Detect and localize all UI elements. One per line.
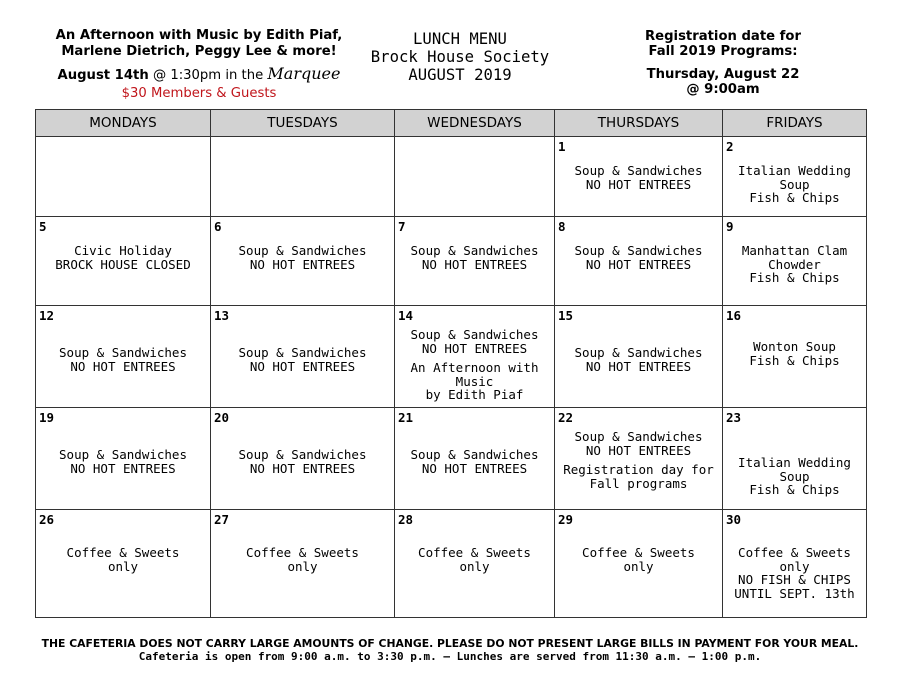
calendar-day-cell xyxy=(723,306,867,408)
menu-entry xyxy=(725,546,864,600)
menu-item-text: Coffee & Sweets only xyxy=(418,545,531,574)
menu-item-text: Soup & Sandwiches NO HOT ENTREES xyxy=(410,447,539,476)
calendar-week-row xyxy=(36,510,867,618)
calendar-day-cell xyxy=(555,510,723,618)
calendar-day-cell xyxy=(36,408,211,510)
day-number: 20 xyxy=(214,410,230,425)
day-number: 29 xyxy=(558,512,574,527)
menu-entry xyxy=(38,546,208,573)
menu-title: LUNCH MENU xyxy=(413,30,507,48)
calendar-day-cell xyxy=(211,408,395,510)
event-title-line2: Marlene Dietrich, Peggy Lee & more! xyxy=(61,44,337,59)
day-number: 2 xyxy=(726,139,734,154)
calendar-day-cell xyxy=(395,510,555,618)
calendar-day-cell xyxy=(555,306,723,408)
calendar-day-cell xyxy=(36,137,211,217)
menu-entry xyxy=(38,244,208,271)
menu-entry xyxy=(38,448,208,475)
menu-item-text: An Afternoon with Music by Edith Piaf xyxy=(410,360,539,402)
menu-entry xyxy=(725,456,864,497)
registration-date: Thursday, August 22 xyxy=(646,67,800,82)
calendar-day-cell xyxy=(395,306,555,408)
menu-item-text: Soup & Sandwiches NO HOT ENTREES xyxy=(238,345,367,374)
calendar-day-cell xyxy=(395,217,555,306)
calendar-week-row xyxy=(36,137,867,217)
lunch-calendar xyxy=(35,109,867,618)
calendar-day-cell xyxy=(211,510,395,618)
day-number: 7 xyxy=(398,219,406,234)
menu-entry xyxy=(557,430,720,490)
menu-entry xyxy=(725,244,864,285)
calendar-week-row xyxy=(36,306,867,408)
menu-entry xyxy=(557,546,720,573)
calendar-day-cell xyxy=(211,137,395,217)
day-number: 26 xyxy=(39,512,55,527)
menu-item-text: Italian Wedding Soup Fish & Chips xyxy=(738,455,851,497)
menu-item-text: Coffee & Sweets only xyxy=(246,545,359,574)
day-number: 28 xyxy=(398,512,414,527)
menu-item-text: Soup & Sandwiches NO HOT ENTREES xyxy=(238,243,367,272)
menu-entry xyxy=(213,244,392,271)
registration-line1: Registration date for xyxy=(645,29,801,44)
menu-item-text: Soup & Sandwiches NO HOT ENTREES xyxy=(410,327,539,356)
menu-item-text: Soup & Sandwiches NO HOT ENTREES xyxy=(410,243,539,272)
event-title xyxy=(40,28,358,60)
menu-item-text: Civic Holiday BROCK HOUSE CLOSED xyxy=(55,243,191,272)
menu-item-text: Coffee & Sweets only xyxy=(582,545,695,574)
menu-entry xyxy=(38,346,208,373)
day-number: 15 xyxy=(558,308,574,323)
calendar-day-cell xyxy=(211,306,395,408)
day-number: 12 xyxy=(39,308,55,323)
menu-item-text: Soup & Sandwiches NO HOT ENTREES xyxy=(574,429,703,458)
day-number: 8 xyxy=(558,219,566,234)
calendar-day-cell xyxy=(723,217,867,306)
day-number: 23 xyxy=(726,410,742,425)
calendar-day-cell xyxy=(555,408,723,510)
menu-item-text: Coffee & Sweets only NO FISH & CHIPS UNTIL SEPT. 13th xyxy=(734,545,855,601)
day-number: 19 xyxy=(39,410,55,425)
menu-entry xyxy=(213,448,392,475)
weekday-header: TUESDAYS xyxy=(211,110,395,137)
calendar-day-cell xyxy=(555,137,723,217)
menu-month: AUGUST 2019 xyxy=(408,66,512,84)
day-number: 13 xyxy=(214,308,230,323)
registration-line2: Fall 2019 Programs: xyxy=(648,44,798,59)
calendar-day-cell xyxy=(36,510,211,618)
event-price: $30 Members & Guests xyxy=(121,86,277,101)
menu-entry xyxy=(557,244,720,271)
weekday-header: THURSDAYS xyxy=(555,110,723,137)
menu-item-text: Soup & Sandwiches NO HOT ENTREES xyxy=(574,163,703,192)
calendar-day-cell xyxy=(395,137,555,217)
event-time: @ 1:30pm in the xyxy=(152,68,264,83)
day-number: 16 xyxy=(726,308,742,323)
day-number: 14 xyxy=(398,308,414,323)
registration-time: @ 9:00am xyxy=(686,82,760,97)
menu-item-text: Soup & Sandwiches NO HOT ENTREES xyxy=(574,243,703,272)
calendar-day-cell xyxy=(723,510,867,618)
menu-entry xyxy=(725,164,864,205)
weekday-header: MONDAYS xyxy=(36,110,211,137)
calendar-day-cell xyxy=(395,408,555,510)
day-number: 27 xyxy=(214,512,230,527)
calendar-day-cell xyxy=(555,217,723,306)
weekday-header-row xyxy=(36,110,867,137)
menu-title-block xyxy=(360,30,560,84)
menu-entry xyxy=(213,346,392,373)
weekday-header: FRIDAYS xyxy=(723,110,867,137)
day-number: 5 xyxy=(39,219,47,234)
weekday-header: WEDNESDAYS xyxy=(395,110,555,137)
event-date: August 14th xyxy=(57,68,149,83)
menu-item-text: Coffee & Sweets only xyxy=(66,545,180,574)
day-number: 9 xyxy=(726,219,734,234)
menu-entry xyxy=(397,244,552,271)
calendar-day-cell xyxy=(723,408,867,510)
org-name: Brock House Society xyxy=(370,48,550,66)
day-number: 1 xyxy=(558,139,566,154)
event-title-line1: An Afternoon with Music by Edith Piaf, xyxy=(55,28,343,43)
menu-entry xyxy=(397,448,552,475)
day-number: 21 xyxy=(398,410,414,425)
day-number: 30 xyxy=(726,512,742,527)
day-number: 6 xyxy=(214,219,222,234)
calendar-day-cell xyxy=(211,217,395,306)
menu-item-text: Soup & Sandwiches NO HOT ENTREES xyxy=(238,447,367,476)
footer-notice xyxy=(0,637,900,663)
footer-hours: Cafeteria is open from 9:00 a.m. to 3:30 p.m. – Lunches are served from 11:30 a.m. – 1:00 p.m. xyxy=(138,650,762,663)
calendar-day-cell xyxy=(723,137,867,217)
event-venue: Marquee xyxy=(267,64,341,83)
day-number: 22 xyxy=(558,410,574,425)
event-announcement xyxy=(40,28,358,102)
menu-entry xyxy=(557,164,720,191)
menu-item-text: Soup & Sandwiches NO HOT ENTREES xyxy=(59,345,187,374)
calendar-week-row xyxy=(36,217,867,306)
menu-entry xyxy=(725,340,864,367)
registration-notice xyxy=(618,29,828,97)
calendar-week-row xyxy=(36,408,867,510)
menu-item-text: Italian Wedding Soup Fish & Chips xyxy=(738,163,851,205)
menu-entry xyxy=(557,346,720,373)
menu-entry xyxy=(213,546,392,573)
menu-item-text: Manhattan Clam Chowder Fish & Chips xyxy=(741,243,848,285)
menu-entry xyxy=(397,546,552,573)
menu-item-text: Soup & Sandwiches NO HOT ENTREES xyxy=(574,345,703,374)
calendar-day-cell xyxy=(36,217,211,306)
menu-entry xyxy=(397,328,552,402)
menu-item-text: Wonton Soup Fish & Chips xyxy=(749,339,840,368)
event-when xyxy=(40,66,358,84)
footer-change-notice: THE CAFETERIA DOES NOT CARRY LARGE AMOUNTS OF CHANGE. PLEASE DO NOT PRESENT LARGE BILLS IN PAYMENT FOR YOUR MEAL. xyxy=(41,637,859,650)
calendar-day-cell xyxy=(36,306,211,408)
menu-item-text: Registration day for Fall programs xyxy=(563,462,714,491)
menu-item-text: Soup & Sandwiches NO HOT ENTREES xyxy=(59,447,187,476)
